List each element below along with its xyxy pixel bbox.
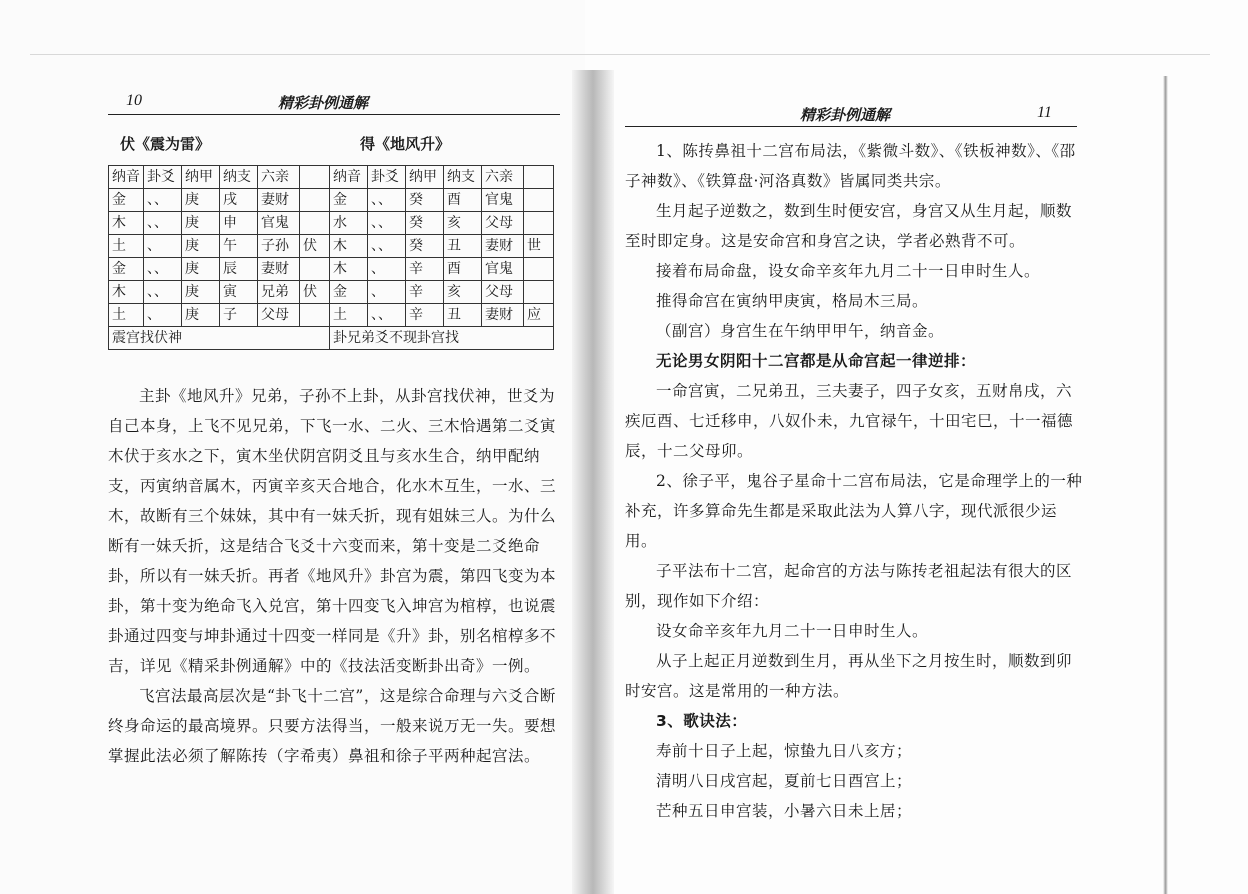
table-cell [300, 212, 330, 235]
table-cell [524, 281, 554, 304]
right-header-title: 精彩卦例通解 [800, 106, 891, 124]
table-cell: 官鬼 [482, 189, 524, 212]
table-header-cell [524, 166, 554, 189]
right-paragraph: 3、歌诀法： [656, 712, 748, 730]
table-cell: 应 [524, 304, 554, 327]
table-cell [524, 212, 554, 235]
right-paragraph: 从子上起正月逆数到生月，再从坐下之月按生时，顺数到卯时安宫。这是常用的一种方法。 [625, 652, 1073, 700]
table-cell [300, 304, 330, 327]
right-paragraph: 一命宫寅，二兄弟丑，三夫妻子，四子女亥，五财帛戌，六疾厄酉、七迁移申，八奴仆未，九官禄午，十田宅巳，十一福德辰，十二父母卯。 [625, 382, 1074, 460]
table-header-cell: 纳音 [330, 166, 368, 189]
table-cell: 金 [330, 281, 368, 304]
table-cell: 世 [524, 235, 554, 258]
table-cell: 父母 [482, 281, 524, 304]
table-cell: 金 [109, 258, 144, 281]
right-page-header [625, 102, 1077, 127]
left-paragraph: 飞宫法最高层次是“卦飞十二宫”，这是综合命理与六爻合断终身命运的最高境界。只要方法得当，一般来说万无一失。要想掌握此法必须了解陈抟（字希夷）鼻祖和徐子平两种起宫法。 [108, 687, 557, 765]
table-cell: 、、 [144, 212, 182, 235]
table-row [109, 235, 554, 258]
table-cell: 子 [220, 304, 258, 327]
table-header-cell: 纳甲 [406, 166, 444, 189]
table-cell: 癸 [406, 189, 444, 212]
table-footer-row [109, 327, 554, 350]
table-cell: 官鬼 [258, 212, 300, 235]
right-page-number: 11 [1037, 104, 1052, 121]
left-paragraph: 主卦《地风升》兄弟，子孙不上卦，从卦宫找伏神，世爻为自己本身，上飞不见兄弟，下飞一水、二火、三木恰遇第二爻寅木伏于亥水之下，寅木坐伏阴宫阴爻且与亥水生合，纳甲配纳支，丙寅纳音属木，丙寅辛亥天合地合，化水木互生，一水、三木，故断有三个妹妹，其中有一妹夭折，现有姐妹三人。为什么断有一妹夭折，这是结合飞爻十六变而来，第十变是二爻绝命卦，所以有一妹夭折。再者《地风升》卦宫为震，第四飞变为本卦，第十变为绝命飞入兑宫，第十四变飞入坤宫为棺椁，也说震卦通过四变与坤卦通过十四变一样同是《升》卦，别名棺椁多不吉，详见《精采卦例通解》中的《技法活变断卦出奇》一例。 [108, 387, 557, 675]
table-cell: 金 [109, 189, 144, 212]
table-row [109, 258, 554, 281]
table-cell: 妻财 [258, 189, 300, 212]
table-cell: 木 [109, 212, 144, 235]
right-paragraph: 1、陈抟鼻祖十二宫布局法，《紫微斗数》、《铁板神数》、《邵子神数》、《铁算盘·河洛真数》皆属同类共宗。 [625, 142, 1076, 190]
table-cell: 妻财 [258, 258, 300, 281]
table-cell: 妻财 [482, 235, 524, 258]
table-header-cell: 纳支 [444, 166, 482, 189]
right-paragraph: 设女命辛亥年九月二十一日申时生人。 [656, 622, 929, 640]
table-cell: 子孙 [258, 235, 300, 258]
table-cell: 亥 [444, 212, 482, 235]
scan-line [30, 54, 1210, 55]
table-cell: 、 [144, 304, 182, 327]
table-cell: 癸 [406, 212, 444, 235]
table-cell: 戌 [220, 189, 258, 212]
right-paragraph: 接着布局命盘，设女命辛亥年九月二十一日申时生人。 [656, 262, 1041, 280]
table-cell: 癸 [406, 235, 444, 258]
table-cell: 亥 [444, 281, 482, 304]
table-cell [524, 189, 554, 212]
table-cell: 土 [330, 304, 368, 327]
table-row [109, 304, 554, 327]
right-paragraph: 芒种五日申宫装，小暑六日未上居； [656, 802, 913, 820]
table-cell: 、、 [144, 258, 182, 281]
table-cell: 父母 [258, 304, 300, 327]
table-cell: 木 [330, 258, 368, 281]
table-cell: 、、 [368, 304, 406, 327]
right-paragraph: 清明八日戌宫起，夏前七日酉宫上； [656, 772, 913, 790]
table-cell: 寅 [220, 281, 258, 304]
table-cell: 辛 [406, 258, 444, 281]
right-paragraph: 2、徐子平，鬼谷子星命十二宫布局法，它是命理学上的一种补充，许多算命先生都是采取此法为人算八字，现代派很少运用。 [625, 472, 1083, 550]
table-cell: 木 [330, 235, 368, 258]
left-header-title: 精彩卦例通解 [278, 94, 369, 112]
table-cell: 、、 [368, 189, 406, 212]
table-header-cell: 卦爻 [144, 166, 182, 189]
table-cell: 酉 [444, 189, 482, 212]
table-cell: 庚 [182, 235, 220, 258]
table-cell: 辛 [406, 304, 444, 327]
table-cell: 丑 [444, 235, 482, 258]
hexagram-table [108, 165, 554, 350]
table-cell [300, 189, 330, 212]
table-cell: 辛 [406, 281, 444, 304]
table-header-cell [300, 166, 330, 189]
table-header-cell: 纳支 [220, 166, 258, 189]
table-cell: 伏 [300, 281, 330, 304]
book-gutter [572, 70, 614, 894]
right-paragraph: 无论男女阴阳十二宫都是从命宫起一律逆排： [656, 352, 977, 370]
right-body-text [625, 136, 1085, 826]
table-cell: 木 [109, 281, 144, 304]
table-footer-left: 震宫找伏神 [109, 327, 330, 350]
table-row [109, 212, 554, 235]
hexagram-de-title: 得《地风升》 [360, 135, 451, 153]
table-cell: 、、 [144, 281, 182, 304]
right-paragraph: 推得命宫在寅纳甲庚寅，格局木三局。 [656, 292, 929, 310]
table-footer-right: 卦兄弟爻不现卦宫找 [330, 327, 554, 350]
table-cell: 申 [220, 212, 258, 235]
table-cell: 庚 [182, 189, 220, 212]
table-cell: 父母 [482, 212, 524, 235]
table-cell: 、、 [368, 235, 406, 258]
table-header-cell: 六亲 [258, 166, 300, 189]
table-cell: 午 [220, 235, 258, 258]
table-row [109, 189, 554, 212]
page-edge-shadow [1163, 76, 1168, 894]
table-cell: 、、 [368, 212, 406, 235]
table-cell: 、 [368, 258, 406, 281]
table-cell: 、、 [144, 189, 182, 212]
table-cell: 伏 [300, 235, 330, 258]
table-cell: 、 [368, 281, 406, 304]
right-paragraph: 生月起子逆数之，数到生时便安宫，身宫又从生月起，顺数至时即定身。这是安命宫和身宫之诀，学者必熟背不可。 [625, 202, 1073, 250]
table-header-cell: 卦爻 [368, 166, 406, 189]
table-cell: 酉 [444, 258, 482, 281]
hexagram-fu-title: 伏《震为雷》 [120, 135, 211, 153]
table-cell: 丑 [444, 304, 482, 327]
table-cell: 妻财 [482, 304, 524, 327]
table-cell: 庚 [182, 304, 220, 327]
table-cell: 水 [330, 212, 368, 235]
right-paragraph: 子平法布十二宫，起命宫的方法与陈抟老祖起法有很大的区别，现作如下介绍： [625, 562, 1073, 610]
table-cell: 官鬼 [482, 258, 524, 281]
right-paragraph: （副宫）身宫生在午纳甲甲午，纳音金。 [656, 322, 945, 340]
table-cell [300, 258, 330, 281]
table-header-cell: 纳甲 [182, 166, 220, 189]
table-cell: 庚 [182, 281, 220, 304]
left-page-header [108, 90, 560, 115]
table-cell: 兄弟 [258, 281, 300, 304]
table-cell: 庚 [182, 258, 220, 281]
left-body-text [108, 381, 564, 771]
left-page-number: 10 [126, 92, 142, 109]
table-cell: 金 [330, 189, 368, 212]
table-header-row [109, 166, 554, 189]
table-cell: 土 [109, 235, 144, 258]
table-cell [524, 258, 554, 281]
table-cell: 庚 [182, 212, 220, 235]
table-cell: 辰 [220, 258, 258, 281]
table-cell: 土 [109, 304, 144, 327]
table-header-cell: 纳音 [109, 166, 144, 189]
table-header-cell: 六亲 [482, 166, 524, 189]
right-paragraph: 寿前十日子上起，惊蛰九日八亥方； [656, 742, 913, 760]
table-row [109, 281, 554, 304]
table-cell: 、 [144, 235, 182, 258]
